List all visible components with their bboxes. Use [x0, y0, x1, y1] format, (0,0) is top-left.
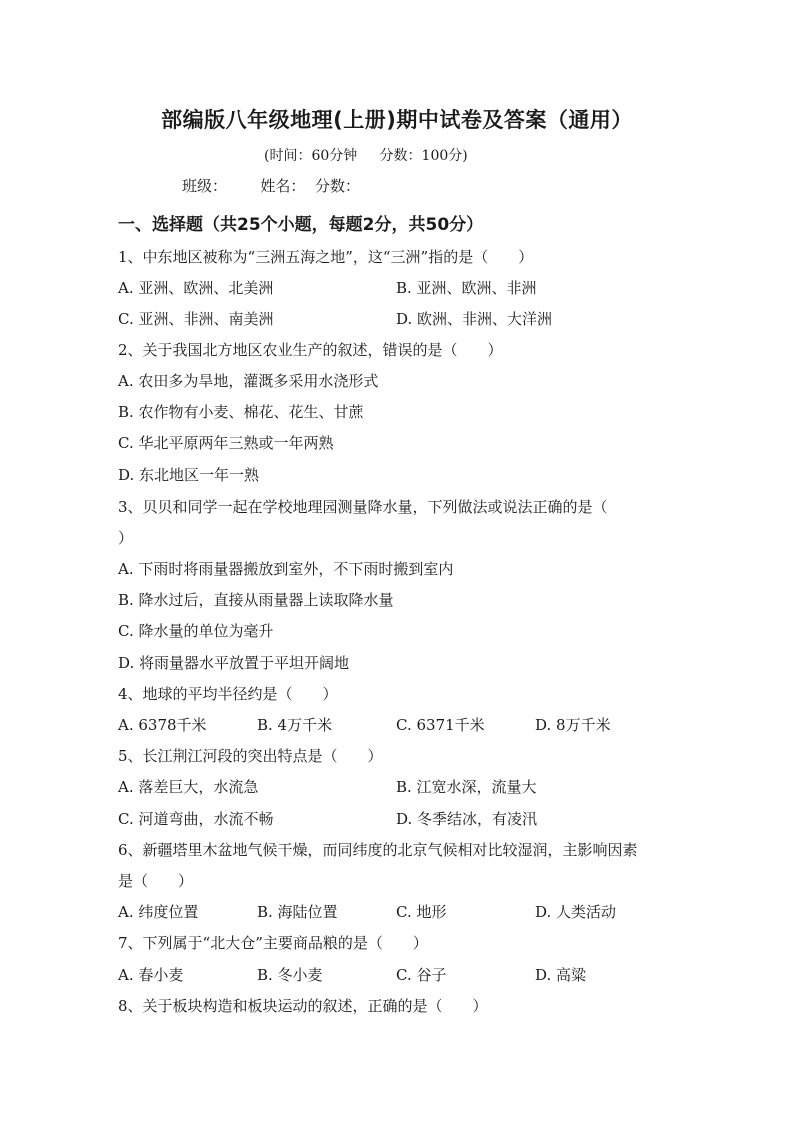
question-5-option-c: C. 河道弯曲，水流不畅	[118, 810, 274, 828]
student-info	[182, 175, 360, 196]
exam-meta	[264, 145, 468, 165]
question-8-stem: 8、关于板块构造和板块运动的叙述，正确的是（ ）	[118, 997, 488, 1015]
question-3-option-c: C. 降水量的单位为毫升	[118, 622, 274, 640]
question-6-option-b: B. 海陆位置	[257, 903, 338, 921]
question-5-option-a: A. 落差巨大，水流急	[118, 778, 259, 796]
score-label: 分数：	[314, 177, 360, 195]
name-label: 姓名：	[260, 177, 306, 195]
question-6-stem-cont: 是（ ）	[118, 872, 194, 890]
question-6-option-c: C. 地形	[396, 903, 447, 921]
time-info: (时间：60分钟	[264, 148, 358, 164]
question-4-option-c: C. 6371千米	[396, 716, 485, 734]
question-2-option-c: C. 华北平原两年三熟或一年两熟	[118, 434, 334, 452]
question-3-option-b: B. 降水过后，直接从雨量器上读取降水量	[118, 591, 394, 609]
question-6-stem: 6、新疆塔里木盆地气候干燥，而同纬度的北京气候相对比较湿润，主影响因素	[118, 841, 638, 859]
question-4-option-d: D. 8万千米	[535, 716, 611, 734]
question-4-option-a: A. 6378千米	[118, 716, 207, 734]
class-label: 班级：	[182, 177, 228, 195]
question-3-stem-cont: ）	[118, 529, 134, 547]
question-7-option-c: C. 谷子	[396, 966, 447, 984]
question-2-stem: 2、关于我国北方地区农业生产的叙述，错误的是（ ）	[118, 341, 503, 359]
question-6-option-d: D. 人类活动	[535, 903, 617, 921]
section-title: 一、选择题（共25个小题，每题2分，共50分）	[118, 215, 484, 235]
question-4-stem: 4、地球的平均半径约是（ ）	[118, 685, 338, 703]
question-7-stem: 7、下列属于“北大仓”主要商品粮的是（ ）	[118, 934, 428, 952]
question-1-option-c: C. 亚洲、非洲、南美洲	[118, 310, 274, 328]
question-5-option-d: D. 冬季结冰，有凌汛	[396, 810, 538, 828]
question-4-option-b: B. 4万千米	[257, 716, 333, 734]
question-5-stem: 5、长江荆江河段的突出特点是（ ）	[118, 747, 383, 765]
question-3-option-d: D. 将雨量器水平放置于平坦开阔地	[118, 654, 350, 672]
page-title: 部编版八年级地理(上册)期中试卷及答案（通用）	[161, 108, 633, 132]
question-2-option-a: A. 农田多为旱地，灌溉多采用水浇形式	[118, 372, 379, 390]
question-6-option-a: A. 纬度位置	[118, 903, 199, 921]
question-7-option-a: A. 春小麦	[118, 966, 184, 984]
question-1-option-d: D. 欧洲、非洲、大洋洲	[396, 310, 553, 328]
question-5-option-b: B. 江宽水深，流量大	[396, 778, 537, 796]
question-1-option-b: B. 亚洲、欧洲、非洲	[396, 279, 537, 297]
question-2-option-b: B. 农作物有小麦、棉花、花生、甘蔗	[118, 403, 364, 421]
score-info: 分数：100分)	[379, 148, 468, 164]
question-3-option-a: A. 下雨时将雨量器搬放到室外，不下雨时搬到室内	[118, 560, 454, 578]
question-2-option-d: D. 东北地区一年一熟	[118, 466, 260, 484]
question-1-stem: 1、中东地区被称为“三洲五海之地”，这“三洲”指的是（ ）	[118, 248, 534, 266]
question-3-stem: 3、贝贝和同学一起在学校地理园测量降水量，下列做法或说法正确的是（	[118, 498, 608, 516]
question-7-option-d: D. 高粱	[535, 966, 587, 984]
question-7-option-b: B. 冬小麦	[257, 966, 323, 984]
question-1-option-a: A. 亚洲、欧洲、北美洲	[118, 279, 274, 297]
